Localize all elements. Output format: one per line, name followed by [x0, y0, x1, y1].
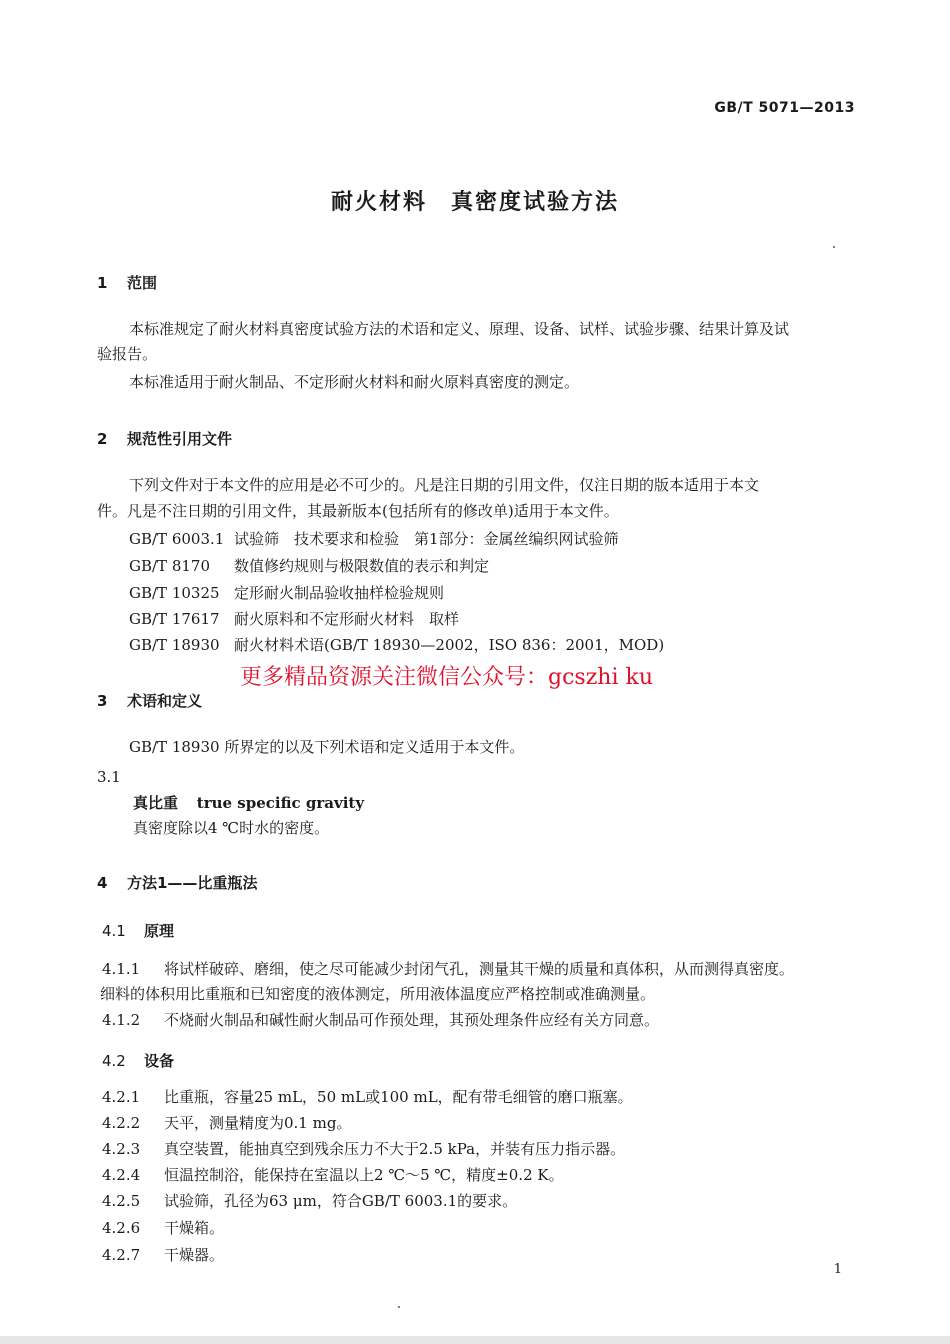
clause-number: 4.1.2: [102, 1011, 141, 1029]
clause-number: 4.2.6: [102, 1219, 141, 1237]
equipment-item: [102, 1086, 633, 1107]
section-number: 2: [97, 430, 108, 448]
section-1-heading: [97, 272, 157, 293]
reference-code: GB/T 17617: [129, 610, 220, 628]
reference-code: GB/T 10325: [129, 584, 220, 602]
clause-text: 比重瓶，容量25 mL，50 mL或100 mL，配有带毛细管的磨口瓶塞。: [164, 1088, 633, 1106]
equipment-item: [102, 1244, 224, 1265]
term-definition: 真密度除以4 ℃时水的密度。: [133, 819, 330, 837]
clause-text-continuation: 细料的体积用比重瓶和已知密度的液体测定，所用液体温度应严格控制或准确测量。: [100, 985, 656, 1003]
paragraph: 下列文件对于本文件的应用是必不可少的。凡是注日期的引用文件，仅注日期的版本适用于本文: [129, 476, 760, 494]
standard-number: GB/T 5071—2013: [714, 100, 855, 116]
document-title: 耐火材料 真密度试验方法: [330, 190, 619, 215]
clause-number: 4.2.4: [102, 1166, 141, 1184]
section-title: 原理: [144, 922, 175, 940]
paragraph: GB/T 18930 所界定的以及下列术语和定义适用于本文件。: [129, 738, 525, 756]
clause-text: 干燥箱。: [164, 1219, 225, 1237]
paragraph: 本标准规定了耐火材料真密度试验方法的术语和定义、原理、设备、试样、试验步骤、结果计算及试: [129, 320, 790, 338]
clause-text: 干燥器。: [164, 1246, 225, 1264]
section-title: 规范性引用文件: [127, 430, 233, 448]
section-title: 设备: [144, 1052, 175, 1070]
clause-text: 恒温控制浴，能保持在室温以上2 ℃～5 ℃，精度±0.2 K。: [164, 1166, 564, 1184]
section-title: 方法1——比重瓶法: [127, 874, 258, 892]
subsection-4-2-heading: [102, 1050, 174, 1071]
reference-title: 耐火原料和不定形耐火材料 取样: [234, 610, 460, 628]
section-number: 4.2: [102, 1052, 126, 1070]
clause-number: 4.2.1: [102, 1088, 141, 1106]
clause-text: 试验筛，孔径为63 μm，符合GB/T 6003.1的要求。: [164, 1192, 518, 1210]
section-number: 1: [97, 274, 108, 292]
section-3-heading: [97, 690, 202, 711]
section-number: 4: [97, 874, 108, 892]
clause-number: 4.2.2: [102, 1114, 141, 1132]
reference-title: 数值修约规则与极限数值的表示和判定: [234, 557, 490, 575]
watermark-text: 更多精品资源关注微信公众号：gcszhi ku: [240, 665, 653, 690]
clause-number: 4.2.7: [102, 1246, 141, 1264]
paragraph: 验报告。: [97, 345, 158, 363]
scan-speck: [398, 1306, 400, 1308]
paragraph: 本标准适用于耐火制品、不定形耐火材料和耐火原料真密度的测定。: [129, 373, 580, 391]
term-chinese: 真比重: [133, 794, 179, 812]
section-title: 范围: [127, 274, 158, 292]
reference-item: [129, 634, 664, 655]
reference-item: [129, 528, 619, 549]
reference-code: GB/T 6003.1: [129, 530, 225, 548]
page-bottom-edge: [0, 1336, 950, 1344]
section-title: 术语和定义: [127, 692, 203, 710]
reference-item: [129, 608, 459, 629]
reference-code: GB/T 8170: [129, 557, 211, 575]
equipment-item: [102, 1190, 517, 1211]
clause-text: 不烧耐火制品和碱性耐火制品可作预处理，其预处理条件应经有关方同意。: [164, 1011, 660, 1029]
clause-4-1-1: [102, 958, 794, 979]
reference-title: 试验筛 技术要求和检验 第1部分：金属丝编织网试验筛: [234, 530, 619, 548]
clause-number: 3.1: [97, 768, 121, 786]
clause-number: 4.2.5: [102, 1192, 141, 1210]
paragraph: 件。凡是不注日期的引用文件，其最新版本(包括所有的修改单)适用于本文件。: [97, 502, 619, 520]
term-entry: [133, 792, 364, 814]
section-number: 4.1: [102, 922, 126, 940]
section-number: 3: [97, 692, 108, 710]
equipment-item: [102, 1217, 224, 1238]
subsection-4-1-heading: [102, 920, 174, 941]
clause-number: 4.2.3: [102, 1140, 141, 1158]
equipment-item: [102, 1112, 351, 1133]
reference-item: [129, 582, 444, 603]
reference-title: 耐火材料术语(GB/T 18930—2002，ISO 836：2001，MOD): [234, 636, 665, 654]
clause-text: 将试样破碎、磨细，使之尽可能减少封闭气孔，测量其干燥的质量和真体积，从而测得真密度。: [164, 960, 795, 978]
clause-number: 4.1.1: [102, 960, 141, 978]
scan-speck: [833, 246, 835, 248]
page-number: 1: [833, 1262, 842, 1277]
clause-text: 真空装置，能抽真空到残余压力不大于2.5 kPa，并装有压力指示器。: [164, 1140, 626, 1158]
reference-item: [129, 555, 489, 576]
reference-code: GB/T 18930: [129, 636, 220, 654]
reference-title: 定形耐火制品验收抽样检验规则: [234, 584, 445, 602]
section-4-heading: [97, 872, 257, 893]
clause-4-1-2: [102, 1009, 659, 1030]
clause-text: 天平，测量精度为0.1 mg。: [164, 1114, 352, 1132]
equipment-item: [102, 1138, 625, 1159]
equipment-item: [102, 1164, 564, 1185]
term-english: true specific gravity: [196, 794, 365, 812]
section-2-heading: [97, 428, 232, 449]
